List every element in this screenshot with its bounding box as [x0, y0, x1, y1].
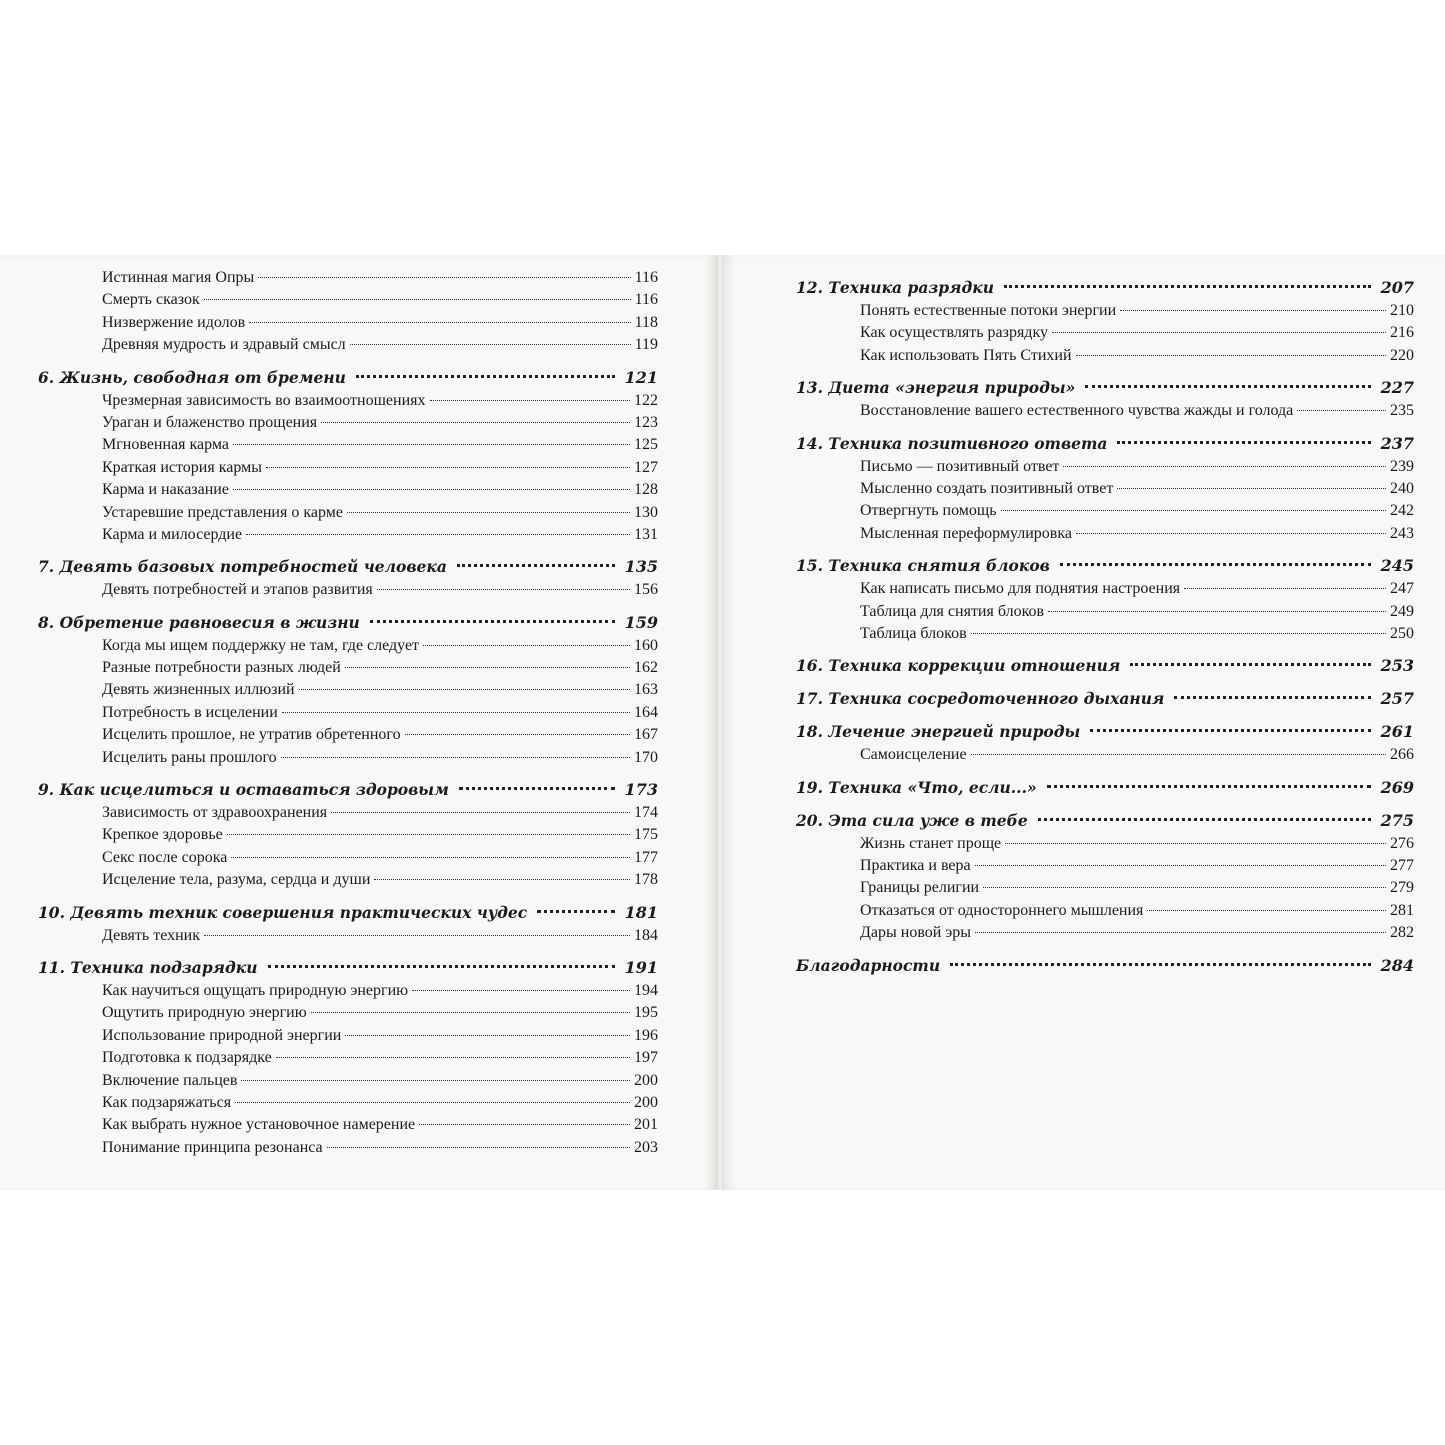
chapter-title: 9. Как исцелиться и оставаться здоровым — [38, 780, 449, 800]
page-number: 116 — [634, 269, 658, 286]
section-title: Девять потребностей и этапов развития — [102, 581, 373, 599]
dot-leader — [1117, 487, 1386, 489]
section-title: Исцелить раны прошлого — [102, 748, 277, 766]
toc-section-entry — [796, 855, 1414, 877]
toc-chapter-entry — [796, 431, 1414, 456]
toc-chapter-entry — [38, 955, 658, 980]
section-title: Самоисцеление — [860, 746, 967, 764]
section-title: Ураган и блаженство прощения — [102, 413, 318, 431]
toc-chapter-entry — [796, 808, 1414, 833]
page-number: 174 — [634, 804, 658, 822]
toc-section-entry — [38, 412, 658, 434]
toc-left — [38, 267, 658, 1159]
page-number: 130 — [634, 503, 658, 521]
toc-section-entry — [796, 578, 1414, 600]
section-title: Как осуществлять разрядку — [860, 324, 1048, 342]
dot-leader — [235, 1101, 630, 1103]
page-number: 243 — [1390, 524, 1414, 542]
page-number: 156 — [634, 581, 658, 599]
toc-section-entry — [796, 900, 1414, 922]
section-title: Понимание принципа резонанса — [102, 1138, 323, 1156]
page-number: 135 — [624, 557, 658, 577]
dot-leader — [281, 756, 630, 758]
toc-chapter-entry — [796, 275, 1414, 300]
page-number: 184 — [634, 926, 658, 944]
toc-section-entry — [38, 289, 658, 311]
section-title: Включение пальцев — [102, 1071, 238, 1089]
section-title: Ощутить природную энергию — [102, 1004, 307, 1022]
dot-leader — [331, 811, 630, 813]
toc-chapter-entry — [796, 553, 1414, 578]
section-title: Использование природной энергии — [102, 1026, 342, 1044]
chapter-title: 15. Техника снятия блоков — [796, 556, 1050, 576]
page-number: 227 — [1380, 378, 1414, 398]
toc-section-entry — [796, 478, 1414, 500]
section-title: Карма и милосердие — [102, 525, 243, 543]
dot-leader — [377, 588, 630, 590]
section-title: Разные потребности разных людей — [102, 659, 341, 677]
dot-leader — [457, 563, 615, 567]
dot-leader — [246, 533, 630, 535]
section-title: Мысленная переформулировка — [860, 524, 1072, 542]
toc-section-entry — [38, 702, 658, 724]
dot-leader — [430, 399, 630, 401]
dot-leader — [258, 276, 630, 278]
page-number: 122 — [634, 391, 658, 409]
dot-leader — [950, 962, 1370, 966]
chapter-title: Благодарности — [796, 955, 941, 975]
page-number: 261 — [1380, 722, 1414, 742]
section-title: Таблица для снятия блоков — [860, 602, 1045, 620]
chapter-title: 11. Техника подзарядки — [38, 957, 258, 977]
dot-leader — [204, 298, 631, 300]
toc-section-entry — [796, 623, 1414, 645]
toc-section-entry — [796, 456, 1414, 478]
dot-leader — [1147, 909, 1386, 911]
section-title: Мысленно создать позитивный ответ — [860, 479, 1114, 497]
toc-chapter-entry — [38, 554, 658, 579]
section-title: Исцеление тела, разума, сердца и души — [102, 871, 371, 889]
page-number: 162 — [634, 659, 658, 677]
dot-leader — [241, 1079, 630, 1081]
section-title: Устаревшие представления о карме — [102, 503, 343, 521]
page-number: 123 — [634, 413, 658, 431]
toc-section-entry — [38, 524, 658, 546]
toc-section-entry — [38, 479, 658, 501]
page-number: 195 — [634, 1004, 658, 1022]
dot-leader — [1174, 695, 1370, 699]
toc-chapter-entry — [796, 775, 1414, 800]
dot-leader — [1063, 465, 1386, 467]
book-spread — [0, 255, 1445, 1190]
toc-section-entry — [38, 1137, 658, 1159]
toc-chapter-entry — [38, 900, 658, 925]
page-number: 235 — [1390, 402, 1414, 420]
page-number: 276 — [1390, 834, 1414, 852]
section-title: Практика и вера — [860, 857, 971, 875]
page-number: 266 — [1390, 746, 1414, 764]
page-number: 121 — [624, 367, 658, 387]
dot-leader — [231, 856, 630, 858]
toc-section-entry — [38, 847, 658, 869]
page-number: 167 — [634, 726, 658, 744]
chapter-title: 7. Девять базовых потребностей человека — [38, 557, 447, 577]
toc-chapter-entry — [38, 777, 658, 802]
section-title: Как выбрать нужное установочное намерение — [102, 1116, 416, 1134]
dot-leader — [1076, 532, 1386, 534]
section-title: Письмо — позитивный ответ — [860, 457, 1060, 475]
dot-leader — [1085, 384, 1370, 388]
toc-section-entry — [38, 747, 658, 769]
toc-chapter-entry — [796, 953, 1414, 978]
toc-section-entry — [796, 322, 1414, 344]
chapter-title: 19. Техника «Что, если...» — [796, 777, 1037, 797]
dot-leader — [971, 632, 1386, 634]
page-number: 200 — [634, 1093, 658, 1111]
toc-chapter-entry — [796, 719, 1414, 744]
toc-section-entry — [38, 502, 658, 524]
dot-leader — [459, 786, 615, 790]
section-title: Крепкое здоровье — [102, 826, 223, 844]
section-title: Понять естественные потоки энергии — [860, 302, 1117, 319]
toc-section-entry — [38, 1002, 658, 1024]
page-number: 178 — [634, 871, 658, 889]
chapter-title: 8. Обретение равновесия в жизни — [38, 612, 360, 632]
page-number: 163 — [634, 681, 658, 699]
dot-leader — [1048, 610, 1386, 612]
dot-leader — [370, 619, 615, 623]
toc-section-entry — [38, 579, 658, 601]
page-number: 220 — [1390, 346, 1414, 364]
toc-chapter-entry — [796, 375, 1414, 400]
toc-section-entry — [796, 500, 1414, 522]
section-title: Исцелить прошлое, не утратив обретенного — [102, 726, 401, 744]
toc-chapter-entry — [796, 653, 1414, 678]
dot-leader — [1297, 409, 1386, 411]
chapter-title: 18. Лечение энергией природы — [796, 722, 1081, 742]
dot-leader — [1052, 331, 1386, 333]
toc-chapter-entry — [38, 365, 658, 390]
toc-section-entry — [38, 1025, 658, 1047]
dot-leader — [1076, 354, 1386, 356]
section-title: Древняя мудрость и здравый смысл — [102, 336, 346, 354]
toc-section-entry — [38, 1114, 658, 1136]
chapter-title: 14. Техника позитивного ответа — [796, 433, 1108, 453]
dot-leader — [1090, 728, 1370, 732]
section-title: Низвержение идолов — [102, 313, 246, 331]
dot-leader — [975, 931, 1386, 933]
section-title: Истинная магия Опры — [102, 269, 255, 286]
toc-section-entry — [38, 312, 658, 334]
dot-leader — [1038, 817, 1371, 821]
page-number: 207 — [1380, 278, 1414, 297]
toc-section-entry — [796, 744, 1414, 766]
page-number: 181 — [624, 902, 658, 922]
dot-leader — [1184, 587, 1386, 589]
page-number: 279 — [1390, 879, 1414, 897]
page-number: 253 — [1380, 656, 1414, 676]
page-number: 191 — [624, 957, 658, 977]
toc-section-entry — [38, 390, 658, 412]
page-number: 284 — [1380, 955, 1414, 975]
section-title: Краткая история кармы — [102, 458, 262, 476]
dot-leader — [405, 733, 630, 735]
toc-section-entry — [796, 400, 1414, 422]
section-title: Границы религии — [860, 879, 980, 897]
section-title: Жизнь станет проще — [860, 834, 1002, 852]
page-number: 159 — [624, 612, 658, 632]
dot-leader — [327, 1146, 630, 1148]
chapter-title: 12. Техника разрядки — [796, 278, 994, 297]
toc-section-entry — [38, 635, 658, 657]
page-number: 164 — [634, 703, 658, 721]
page-number: 201 — [634, 1116, 658, 1134]
toc-chapter-entry — [38, 610, 658, 635]
dot-leader — [412, 989, 630, 991]
page-number: 275 — [1380, 810, 1414, 830]
toc-section-entry — [796, 922, 1414, 944]
section-title: Таблица блоков — [860, 624, 967, 642]
toc-section-entry — [38, 657, 658, 679]
page-number: 194 — [634, 981, 658, 999]
dot-leader — [1001, 509, 1386, 511]
page-number: 257 — [1380, 689, 1414, 709]
toc-section-entry — [38, 980, 658, 1002]
dot-leader — [356, 374, 615, 378]
page-number: 277 — [1390, 857, 1414, 875]
page-number: 282 — [1390, 924, 1414, 942]
dot-leader — [311, 1011, 630, 1013]
chapter-title: 13. Диета «энергия природы» — [796, 378, 1076, 398]
dot-leader — [423, 644, 630, 646]
page-number: 119 — [634, 336, 658, 354]
section-title: Отвергнуть помощь — [860, 502, 997, 520]
toc-section-entry — [38, 724, 658, 746]
page-number: 200 — [634, 1071, 658, 1089]
dot-leader — [971, 753, 1386, 755]
toc-section-entry — [38, 1092, 658, 1114]
dot-leader — [975, 864, 1386, 866]
section-title: Подготовка к подзарядке — [102, 1049, 272, 1067]
section-title: Зависимость от здравоохранения — [102, 804, 328, 822]
section-title: Секс после сорока — [102, 848, 228, 866]
section-title: Смерть сказок — [102, 291, 200, 309]
page-number: 173 — [624, 780, 658, 800]
dot-leader — [276, 1056, 630, 1058]
chapter-title: 16. Техника коррекции отношения — [796, 656, 1121, 676]
dot-leader — [227, 833, 630, 835]
page-number: 245 — [1380, 556, 1414, 576]
toc-section-entry — [796, 877, 1414, 899]
toc-section-entry — [38, 434, 658, 456]
section-title: Отказаться от одностороннего мышления — [860, 901, 1144, 919]
section-title: Восстановление вашего естественного чувства жажды и голода — [860, 402, 1294, 420]
dot-leader — [345, 1034, 630, 1036]
toc-section-entry — [796, 601, 1414, 623]
dot-leader — [321, 421, 630, 423]
page-number: 269 — [1380, 777, 1414, 797]
page-number: 216 — [1390, 324, 1414, 342]
dot-leader — [282, 711, 630, 713]
section-title: Как использовать Пять Стихий — [860, 346, 1072, 364]
toc-section-entry — [38, 679, 658, 701]
chapter-title: 17. Техника сосредоточенного дыхания — [796, 689, 1165, 709]
chapter-title: 10. Девять техник совершения практических чудес — [38, 902, 528, 922]
page-number: 197 — [634, 1049, 658, 1067]
toc-section-entry — [38, 802, 658, 824]
dot-leader — [233, 443, 630, 445]
section-title: Как написать письмо для поднятия настроения — [860, 580, 1181, 598]
page-number: 242 — [1390, 502, 1414, 520]
toc-section-entry — [38, 267, 658, 289]
chapter-title: 20. Эта сила уже в тебе — [796, 810, 1028, 830]
dot-leader — [350, 343, 631, 345]
section-title: Карма и наказание — [102, 481, 229, 499]
section-title: Как подзаряжаться — [102, 1093, 232, 1111]
toc-chapter-entry — [796, 686, 1414, 711]
section-title: Девять жизненных иллюзий — [102, 681, 295, 699]
page-number: 118 — [634, 313, 658, 331]
dot-leader — [345, 666, 630, 668]
section-title: Девять техник — [102, 926, 200, 944]
section-title: Мгновенная карма — [102, 436, 230, 454]
dot-leader — [1130, 662, 1370, 666]
page-number: 196 — [634, 1026, 658, 1044]
section-title: Когда мы ищем поддержку не там, где следует — [102, 636, 420, 654]
dot-leader — [268, 964, 615, 968]
toc-section-entry — [38, 1070, 658, 1092]
page-number: 210 — [1390, 302, 1414, 319]
dot-leader — [233, 488, 630, 490]
page-number: 125 — [634, 436, 658, 454]
dot-leader — [1005, 842, 1386, 844]
dot-leader — [204, 934, 630, 936]
section-title: Потребность в исцелении — [102, 703, 278, 721]
section-title: Как научиться ощущать природную энергию — [102, 981, 409, 999]
dot-leader — [347, 511, 630, 513]
toc-section-entry — [796, 300, 1414, 322]
toc-section-entry — [796, 833, 1414, 855]
dot-leader — [983, 886, 1386, 888]
chapter-title: 6. Жизнь, свободная от бремени — [38, 367, 346, 387]
toc-section-entry — [38, 925, 658, 947]
toc-section-entry — [796, 523, 1414, 545]
page-number: 203 — [634, 1138, 658, 1156]
toc-right — [796, 267, 1414, 978]
page-number: 237 — [1380, 433, 1414, 453]
page-number: 247 — [1390, 580, 1414, 598]
page-number: 128 — [634, 481, 658, 499]
dot-leader — [537, 909, 614, 913]
page-number: 239 — [1390, 457, 1414, 475]
page-number: 116 — [634, 291, 658, 309]
page-number: 281 — [1390, 901, 1414, 919]
dot-leader — [1117, 440, 1370, 444]
toc-section-entry — [38, 334, 658, 356]
toc-section-entry — [38, 1047, 658, 1069]
page-number: 240 — [1390, 479, 1414, 497]
dot-leader — [419, 1123, 630, 1125]
section-title: Чрезмерная зависимость во взаимоотношениях — [102, 391, 426, 409]
page-number: 249 — [1390, 602, 1414, 620]
page-number: 127 — [634, 458, 658, 476]
page-number: 177 — [634, 848, 658, 866]
page-number: 250 — [1390, 624, 1414, 642]
dot-leader — [249, 321, 630, 323]
section-title: Дары новой эры — [860, 924, 971, 942]
dot-leader — [299, 688, 630, 690]
toc-section-entry — [796, 345, 1414, 367]
dot-leader — [266, 466, 630, 468]
dot-leader — [1004, 284, 1371, 288]
toc-section-entry — [38, 457, 658, 479]
toc-section-entry — [38, 824, 658, 846]
right-page — [722, 255, 1445, 1190]
dot-leader — [374, 878, 630, 880]
page-number: 131 — [634, 525, 658, 543]
toc-section-entry — [38, 869, 658, 891]
left-page — [0, 255, 718, 1190]
dot-leader — [1120, 309, 1386, 311]
page-number: 170 — [634, 748, 658, 766]
dot-leader — [1060, 562, 1371, 566]
page-number: 160 — [634, 636, 658, 654]
dot-leader — [1047, 784, 1371, 788]
page-number: 175 — [634, 826, 658, 844]
